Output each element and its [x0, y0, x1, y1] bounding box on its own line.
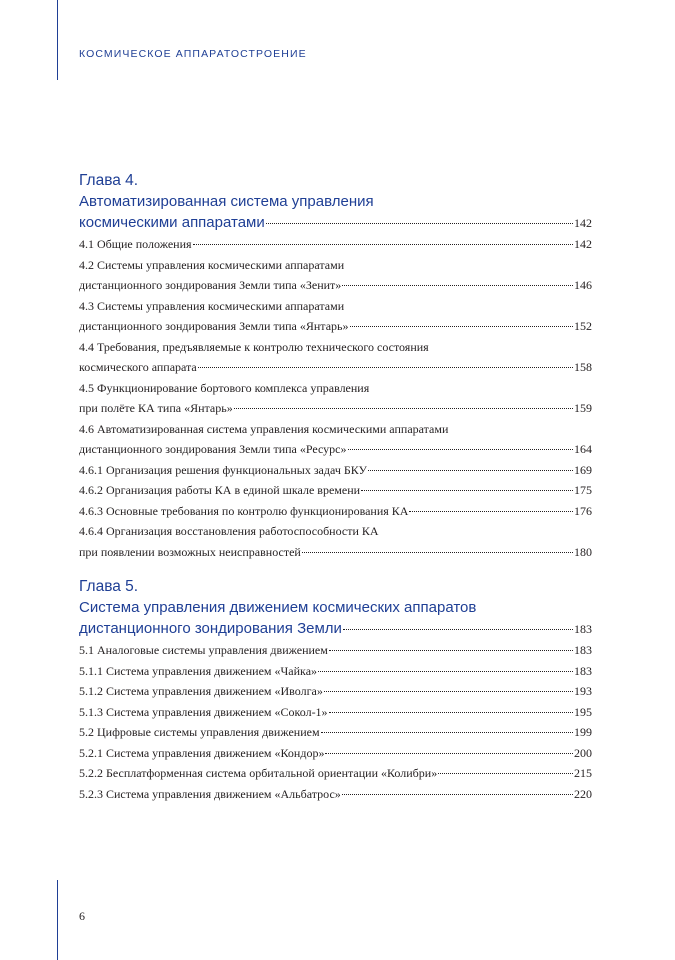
dot-leader — [409, 511, 573, 512]
dot-leader — [348, 449, 573, 450]
toc-entry[interactable] — [79, 784, 592, 805]
toc-entry-row — [79, 702, 592, 723]
toc-entry-row — [79, 542, 592, 563]
page-number: 152 — [574, 319, 592, 333]
dot-leader — [368, 470, 573, 471]
toc-entry[interactable] — [79, 460, 592, 481]
toc-entry-row — [79, 743, 592, 764]
page-number: 199 — [574, 725, 592, 739]
toc-entry-text: дистанционного зондирования Земли типа «Зенит» — [79, 278, 342, 292]
toc-entry-row — [79, 234, 592, 255]
toc-entry[interactable] — [79, 661, 592, 682]
chapter-title-text: космическими аппаратами — [79, 214, 265, 231]
toc-chapter-4 — [79, 170, 592, 562]
dot-leader — [324, 691, 573, 692]
dot-leader — [321, 732, 573, 733]
toc-entry-text: 5.1.1 Система управления движением «Чайка» — [79, 663, 318, 678]
bottom-margin-rule — [57, 880, 58, 960]
chapter-title-text: дистанционного зондирования Земли — [79, 620, 342, 637]
toc-entry[interactable] — [79, 640, 592, 661]
toc-entry-line: 4.2 Системы управления космическими аппаратами — [79, 257, 345, 272]
toc-entry-line: 4.6.4 Организация восстановления работоспособности КА — [79, 524, 379, 538]
dot-leader — [329, 650, 573, 651]
toc-entry-line: 4.4 Требования, предъявляемые к контролю технического состояния — [79, 339, 429, 354]
page-number: 193 — [574, 684, 592, 698]
running-head: КОСМИЧЕСКОЕ АППАРАТОСТРОЕНИЕ — [79, 48, 307, 60]
toc-entry[interactable] — [79, 501, 592, 522]
page-number: 195 — [574, 704, 592, 719]
toc-entry-line: 4.6 Автоматизированная система управления космическими аппаратами — [79, 421, 449, 436]
dot-leader — [193, 244, 573, 245]
toc-entry-row — [79, 460, 592, 481]
chapter-title-line-with-page[interactable] — [79, 618, 592, 640]
toc-entry-row — [79, 661, 592, 682]
toc-entry-text: 5.2.2 Бесплатформенная система орбитальной ориентации «Колибри» — [79, 766, 438, 780]
toc-entries — [79, 640, 592, 804]
toc-entry-text: при появлении возможных неисправностей — [79, 544, 301, 559]
page-number: 146 — [574, 278, 592, 292]
chapter-title-line: Система управления движением космических аппаратов — [79, 599, 477, 616]
dot-leader — [198, 367, 573, 368]
dot-leader — [343, 629, 573, 630]
toc-entry[interactable] — [79, 521, 592, 562]
page-number: 142 — [574, 216, 592, 230]
toc-entry[interactable] — [79, 480, 592, 501]
toc-entry[interactable] — [79, 763, 592, 784]
dot-leader — [342, 285, 573, 286]
toc-entry[interactable] — [79, 743, 592, 764]
chapter-label: Глава 5. — [79, 578, 139, 595]
dot-leader — [234, 408, 573, 409]
toc-entry-row — [79, 439, 592, 460]
toc-entry[interactable] — [79, 337, 592, 378]
toc-entry-text: при полёте КА типа «Янтарь» — [79, 401, 233, 415]
toc-entry[interactable] — [79, 296, 592, 337]
toc-entry-row — [79, 784, 592, 805]
chapter-title-line: Автоматизированная система управления — [79, 193, 374, 210]
toc-entry-row — [79, 480, 592, 501]
dot-leader — [361, 490, 573, 491]
toc-entry[interactable] — [79, 722, 592, 743]
page-number: 176 — [574, 503, 592, 518]
toc-entry-text: 5.1.2 Система управления движением «Иволга» — [79, 684, 323, 698]
toc-entry-row — [79, 275, 592, 296]
top-margin-rule — [57, 0, 58, 80]
toc-entry-line: 4.5 Функционирование бортового комплекса управления — [79, 380, 370, 395]
page-number: 183 — [574, 663, 592, 678]
page-number: 183 — [574, 622, 592, 636]
toc-entries — [79, 234, 592, 562]
toc-entry-text: 4.6.1 Организация решения функциональных задач БКУ — [79, 462, 368, 477]
page-number: 180 — [574, 544, 592, 559]
toc-entry-text: 5.2 Цифровые системы управления движением — [79, 725, 320, 739]
toc-entry-text: космического аппарата — [79, 360, 197, 374]
chapter-label: Глава 4. — [79, 172, 139, 189]
toc-entry-text: 5.2.3 Система управления движением «Альбатрос» — [79, 786, 341, 801]
dot-leader — [329, 712, 573, 713]
toc-entry[interactable] — [79, 419, 592, 460]
dot-leader — [342, 794, 573, 795]
toc-entry-row — [79, 681, 592, 702]
toc-entry-row — [79, 501, 592, 522]
toc-entry[interactable] — [79, 234, 592, 255]
toc-entry[interactable] — [79, 255, 592, 296]
toc-entry-text: 4.6.3 Основные требования по контролю функционирования КА — [79, 503, 409, 518]
toc-entry-text: дистанционного зондирования Земли типа «Ресурс» — [79, 442, 347, 456]
toc-entry[interactable] — [79, 681, 592, 702]
toc-entry-text: 5.1.3 Система управления движением «Сокол-1» — [79, 704, 328, 719]
toc-entry[interactable] — [79, 378, 592, 419]
dot-leader — [325, 753, 573, 754]
page-number: 220 — [574, 786, 592, 801]
toc-entry-row — [79, 398, 592, 419]
dot-leader — [318, 671, 573, 672]
toc-entry[interactable] — [79, 702, 592, 723]
dot-leader — [302, 552, 573, 553]
toc-entry-text: 4.1 Общие положения — [79, 237, 192, 251]
dot-leader — [438, 773, 573, 774]
toc-entry-row — [79, 763, 592, 784]
page-number: 175 — [574, 483, 592, 497]
page-number: 158 — [574, 360, 592, 374]
page-number: 183 — [574, 643, 592, 657]
page-number: 164 — [574, 442, 592, 456]
toc-entry-text: 4.6.2 Организация работы КА в единой шкале времени — [79, 483, 361, 497]
toc-entry-text: 5.1 Аналоговые системы управления движением — [79, 643, 328, 657]
dot-leader — [266, 223, 573, 224]
toc-entry-row — [79, 316, 592, 337]
toc-entry-line: 4.3 Системы управления космическими аппаратами — [79, 298, 345, 313]
toc-entry-text: 5.2.1 Система управления движением «Кондор» — [79, 745, 325, 760]
toc-entry-row — [79, 640, 592, 661]
page-number: 159 — [574, 401, 592, 415]
toc-entry-row — [79, 357, 592, 378]
page-number: 169 — [574, 462, 592, 477]
dot-leader — [350, 326, 574, 327]
toc-chapter-5 — [79, 576, 592, 804]
folio-page-number: 6 — [79, 909, 85, 923]
toc-entry-row — [79, 722, 592, 743]
chapter-title-line-with-page[interactable] — [79, 212, 592, 234]
page-number: 142 — [574, 237, 592, 251]
page-number: 215 — [574, 766, 592, 780]
page-number: 200 — [574, 745, 592, 760]
toc-entry-text: дистанционного зондирования Земли типа «Янтарь» — [79, 319, 349, 333]
